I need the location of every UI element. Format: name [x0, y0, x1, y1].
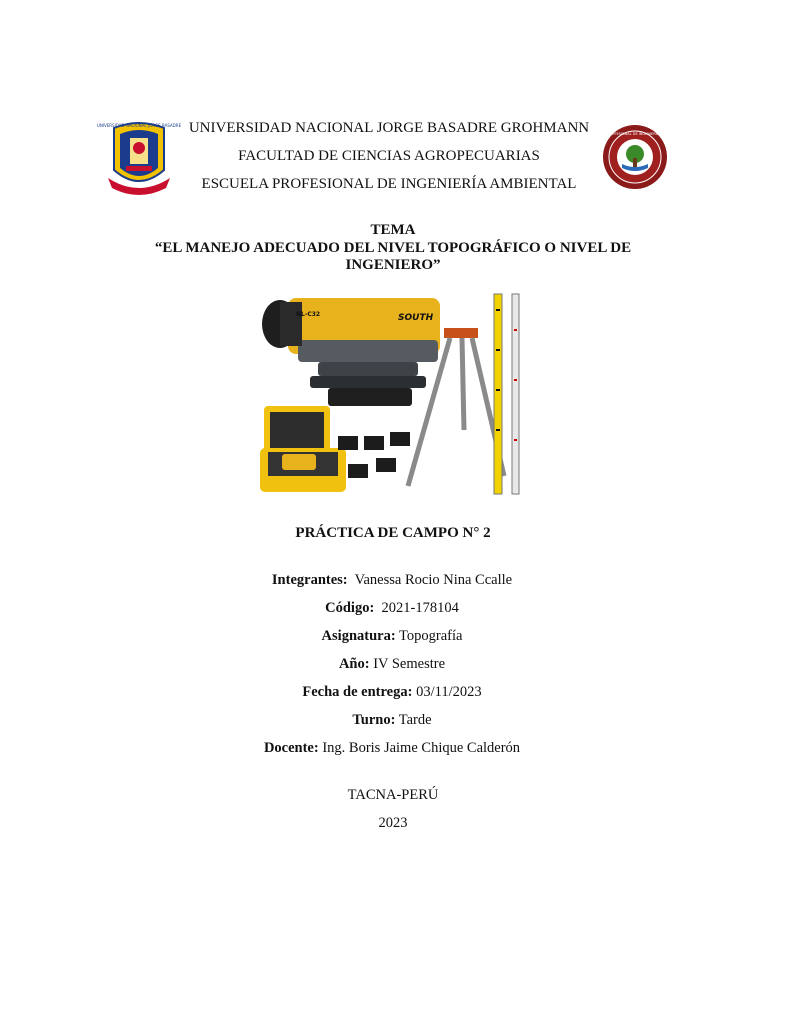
- delivery-date-label: Fecha de entrega:: [302, 684, 413, 700]
- faculty-name: FACULTAD DE CIENCIAS AGROPECUARIAS: [238, 148, 540, 164]
- members-value: Vanessa Rocio Nina Ccalle: [354, 572, 513, 588]
- teacher-label: Docente:: [263, 740, 319, 756]
- year-line: [0, 655, 784, 673]
- subject-value: Topografía: [399, 628, 463, 644]
- subject-label: Asignatura:: [321, 628, 396, 644]
- model-label: NL-C32: [296, 311, 321, 318]
- shift-label: Turno:: [352, 712, 396, 728]
- topic-label: TEMA: [370, 222, 416, 238]
- year-value: IV Semestre: [373, 656, 446, 672]
- teacher-value: Ing. Boris Jaime Chique Calderón: [322, 740, 521, 756]
- members-label: Integrantes:: [271, 572, 348, 588]
- delivery-date-value: 03/11/2023: [416, 684, 482, 700]
- left-logo-text: UNIVERSIDAD NACIONAL JORGE BASADRE: [96, 123, 182, 128]
- code-line: [0, 599, 784, 617]
- right-logo-text: ESCUELA PROFESIONAL DE INGENIERÍA AMBIENTAL: [589, 132, 681, 136]
- brand-label: SOUTH: [398, 313, 434, 323]
- subject-line: [0, 627, 784, 645]
- delivery-date-line: [0, 683, 784, 701]
- topic-title: “EL MANEJO ADECUADO DEL NIVEL TOPOGRÁFICO O NIVEL DE INGENIERO”: [154, 240, 632, 273]
- school-name: ESCUELA PROFESIONAL DE INGENIERÍA AMBIENTAL: [201, 176, 577, 192]
- practice-title: PRÁCTICA DE CAMPO N° 2: [295, 525, 491, 541]
- code-value: 2021-178104: [381, 600, 459, 616]
- shift-value: Tarde: [398, 712, 432, 728]
- teacher-line: [0, 739, 784, 757]
- code-label: Código:: [325, 600, 375, 616]
- members-line: [0, 571, 784, 589]
- shift-line: [0, 711, 784, 729]
- university-name: UNIVERSIDAD NACIONAL JORGE BASADRE GROHMANN: [188, 120, 590, 136]
- surveying-level-photo: [258, 290, 528, 498]
- place-text: TACNA-PERÚ: [347, 787, 439, 803]
- year-label: Año:: [338, 656, 370, 672]
- year-text: 2023: [378, 815, 408, 831]
